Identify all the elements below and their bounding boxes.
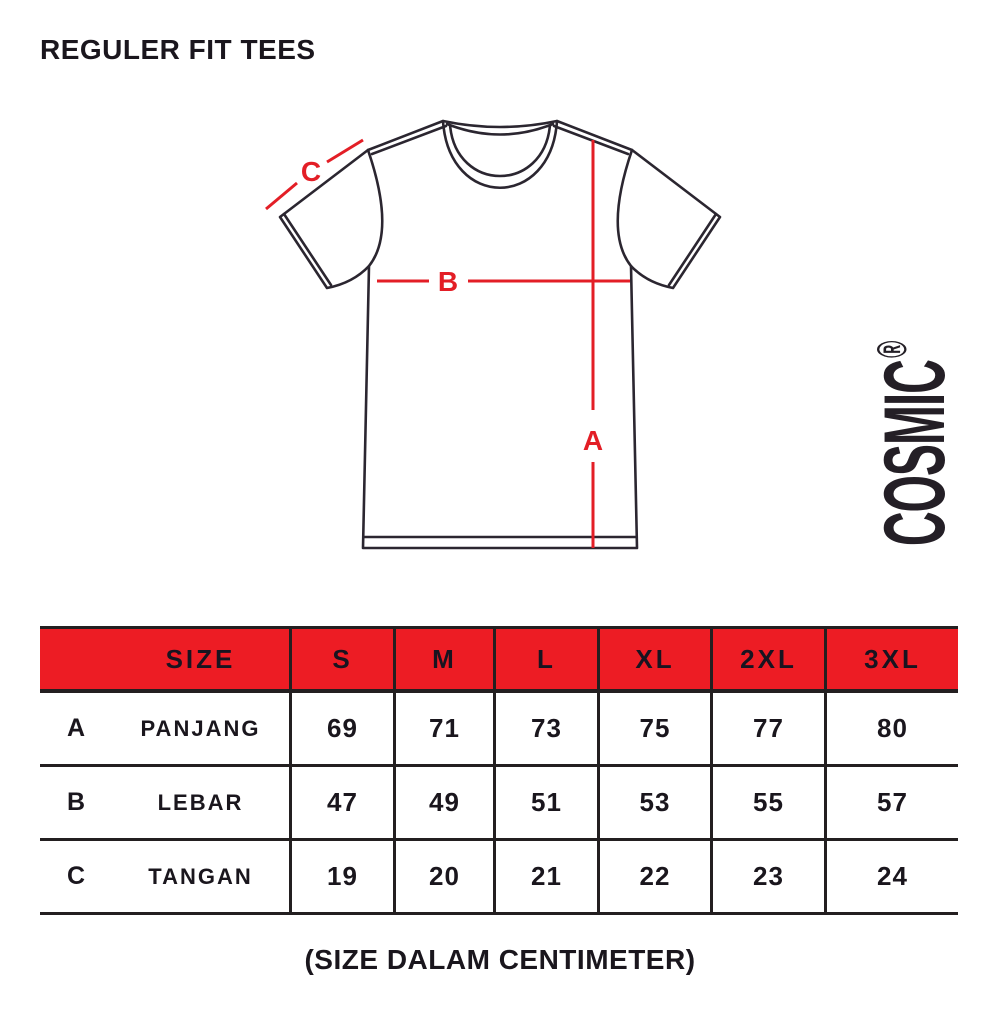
row-label-cell [40, 841, 292, 912]
value-cell: 69 [292, 693, 396, 764]
label-b: B [437, 266, 459, 297]
header-cell-l: L [496, 629, 600, 689]
value-cell: 23 [713, 841, 827, 912]
unit-note: (SIZE DALAM CENTIMETER) [304, 944, 696, 975]
value-cell: 47 [292, 767, 396, 838]
header-cell-s: S [292, 629, 396, 689]
table-header-row [40, 626, 958, 693]
value-cell: 19 [292, 841, 396, 912]
registered-mark-icon: ® [867, 340, 915, 358]
header-cell-size: SIZE [40, 629, 292, 689]
row-letter: C [66, 862, 86, 890]
table-row-lebar [40, 767, 958, 841]
label-c: C [300, 156, 322, 187]
header-cell-m: M [396, 629, 496, 689]
header-cell-2xl: 2XL [713, 629, 827, 689]
value-cell: 57 [877, 787, 908, 817]
header-cell-3xl: 3XL [864, 643, 921, 674]
header-cell-xl: XL [600, 629, 713, 689]
row-letter: A [66, 714, 86, 742]
brand-logo [855, 308, 975, 580]
row-letter: B [66, 788, 86, 816]
row-label-cell [40, 693, 292, 764]
value-cell: 73 [496, 693, 600, 764]
value-cell: 55 [713, 767, 827, 838]
value-cell: 71 [396, 693, 496, 764]
page-title: REGULER FIT TEES [40, 34, 316, 65]
value-cell: 53 [600, 767, 713, 838]
size-table [40, 626, 958, 915]
value-cell: 77 [713, 693, 827, 764]
brand-name: COSMIC [866, 359, 963, 546]
table-row-tangan [40, 841, 958, 915]
label-a: A [582, 425, 604, 456]
tshirt-outline [280, 121, 720, 548]
row-name: PANJANG [140, 715, 261, 741]
table-row-panjang [40, 693, 958, 767]
value-cell: 22 [600, 841, 713, 912]
row-label-cell [40, 767, 292, 838]
value-cell: 80 [877, 713, 908, 743]
row-name: TANGAN [148, 863, 253, 889]
value-cell: 75 [600, 693, 713, 764]
value-cell: 21 [496, 841, 600, 912]
tshirt-diagram [240, 95, 760, 565]
row-name: LEBAR [157, 789, 244, 815]
value-cell: 24 [877, 861, 908, 891]
value-cell: 51 [496, 767, 600, 838]
value-cell: 20 [396, 841, 496, 912]
value-cell: 49 [396, 767, 496, 838]
